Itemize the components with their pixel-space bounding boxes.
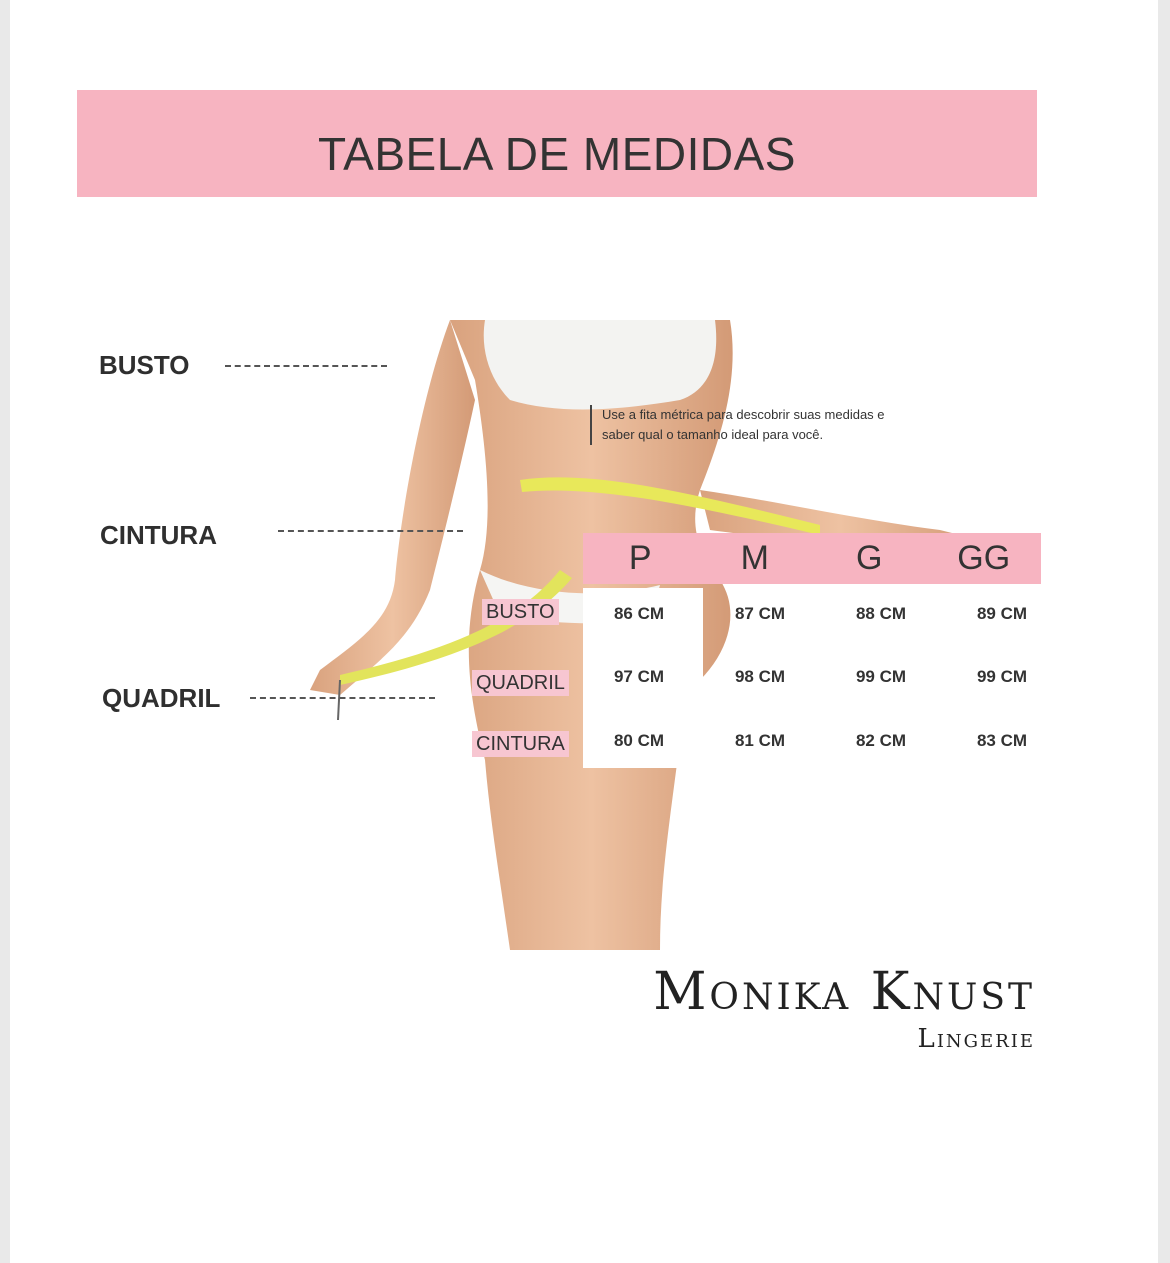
cintura-side-label: CINTURA	[100, 520, 217, 550]
page-title: TABELA DE MEDIDAS	[317, 127, 796, 180]
table-cell: 97 CM	[613, 667, 665, 686]
busto-side-label: BUSTO	[99, 350, 190, 380]
busto-guide-line	[225, 365, 387, 367]
table-cell: 87 CM	[734, 604, 786, 623]
size-p: P	[628, 539, 652, 577]
tip-line-1: Use a fita métrica para descobrir suas medidas e	[602, 407, 885, 422]
table-cell: 89 CM	[976, 604, 1028, 623]
measuring-tip	[590, 405, 885, 445]
brand-logo	[653, 960, 1035, 1054]
table-cell: 80 CM	[613, 731, 665, 750]
table-cell: 98 CM	[734, 667, 786, 686]
table-cell: 81 CM	[734, 731, 786, 750]
table-cell: 88 CM	[855, 604, 907, 623]
table-cell: 83 CM	[976, 731, 1028, 750]
size-gg: GG	[957, 539, 1011, 577]
table-cell: 82 CM	[855, 731, 907, 750]
table-cell: 99 CM	[976, 667, 1028, 686]
row-label-busto: BUSTO	[482, 599, 559, 625]
size-g: G	[856, 539, 883, 577]
cintura-guide-line	[278, 530, 463, 532]
tip-line-2: saber qual o tamanho ideal para você.	[602, 427, 824, 442]
table-cell: 86 CM	[613, 604, 665, 623]
table-cell: 99 CM	[855, 667, 907, 686]
row-label-quadril: QUADRIL	[472, 670, 569, 696]
row-label-cintura: CINTURA	[472, 731, 569, 757]
quadril-side-label: QUADRIL	[102, 683, 221, 713]
size-m: M	[740, 539, 769, 577]
title-banner	[77, 90, 1037, 197]
brand-subtitle: Lingerie	[917, 1024, 1035, 1054]
size-header-row	[583, 533, 1041, 584]
quadril-guide-line	[250, 697, 435, 699]
brand-name: Monika Knust	[653, 962, 1035, 1022]
